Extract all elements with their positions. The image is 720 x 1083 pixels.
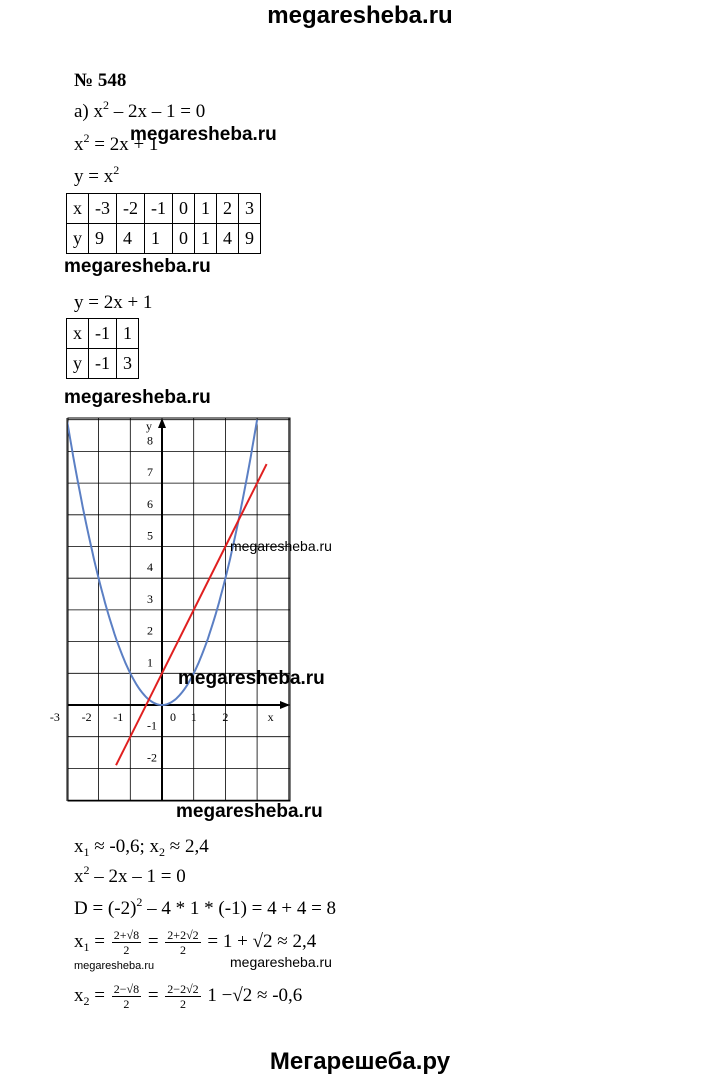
subscript: 1 xyxy=(83,845,90,859)
root-value: ≈ 2,4 xyxy=(165,836,209,857)
table-cell: 1 xyxy=(145,224,173,254)
x-tick-label: 0 xyxy=(170,710,176,724)
root-value: ≈ -0,6; xyxy=(89,836,150,857)
equation-rest: – 2x – 1 = 0 xyxy=(89,866,186,887)
x-tick-label: 2 xyxy=(222,710,229,724)
numerator: 2−√8 xyxy=(113,982,140,996)
denominator: 2 xyxy=(123,997,130,1011)
table-cell: 9 xyxy=(239,224,261,254)
root-var: x xyxy=(74,836,84,857)
equation-lhs: x xyxy=(74,866,84,887)
table-cell: 9 xyxy=(89,224,117,254)
exponent: 2 xyxy=(113,163,120,177)
table-cell: 1 xyxy=(195,224,217,254)
table-cell: x xyxy=(67,319,89,349)
table-cell: y xyxy=(67,224,89,254)
equation-rhs: = 2x + 1 xyxy=(89,134,159,155)
y-tick-label: 1 xyxy=(147,655,153,670)
watermark: megaresheba.ru xyxy=(178,668,325,689)
y-tick-label: 8 xyxy=(147,433,153,448)
equals: = xyxy=(89,930,110,952)
function-line: y = 2x + 1 xyxy=(74,292,153,313)
watermark: megaresheba.ru xyxy=(74,960,155,972)
fraction xyxy=(165,982,200,1011)
y-axis-label: y xyxy=(146,419,152,433)
watermark: megaresheba.ru xyxy=(230,954,332,970)
discriminant xyxy=(74,895,337,920)
discriminant-lhs: D = (-2) xyxy=(74,898,137,919)
root-x2-formula xyxy=(74,982,302,1011)
x-axis-label: x xyxy=(267,710,274,724)
table-cell: 0 xyxy=(173,194,195,224)
numerator: 2+√8 xyxy=(113,928,140,942)
numerator: 2−2√2 xyxy=(167,982,199,996)
table-cell: 4 xyxy=(217,224,239,254)
table-cell: -2 xyxy=(117,194,145,224)
y-tick-label: 7 xyxy=(147,465,153,480)
exponent: 2 xyxy=(136,895,143,909)
subscript: 2 xyxy=(159,845,166,859)
exponent: 2 xyxy=(83,131,90,145)
equation-part-a-prefix: а) x xyxy=(74,101,104,122)
site-header[interactable]: megaresheba.ru xyxy=(267,2,453,29)
x-tick-label: -1 xyxy=(113,710,124,724)
fraction xyxy=(112,928,141,957)
fraction xyxy=(165,928,200,957)
x-tick-label: -2 xyxy=(81,710,92,724)
result: 1 −√2 ≈ -0,6 xyxy=(202,984,303,1006)
watermark: megaresheba.ru xyxy=(64,387,211,408)
approx-roots xyxy=(74,836,209,858)
table-cell: 3 xyxy=(239,194,261,224)
exponent: 2 xyxy=(103,98,110,112)
exponent: 2 xyxy=(83,863,90,877)
table-cell: 4 xyxy=(117,224,145,254)
y-tick-label: 6 xyxy=(147,496,153,511)
y-tick-label: 3 xyxy=(147,591,153,606)
equation-restated xyxy=(74,863,186,888)
equation-part-a-rest: – 2x – 1 = 0 xyxy=(109,101,206,122)
y-tick-label: 4 xyxy=(147,560,153,575)
root-var: x xyxy=(149,836,160,857)
graph-grid xyxy=(67,418,290,801)
discriminant-rest: – 4 * 1 * (-1) = 4 + 4 = 8 xyxy=(142,898,337,919)
x-tick-label: -3 xyxy=(49,710,60,724)
task-number: № 548 xyxy=(74,70,127,91)
y-tick-label: -1 xyxy=(147,718,157,733)
table-cell: -3 xyxy=(89,194,117,224)
y-tick-label: 2 xyxy=(147,623,153,638)
equals: = xyxy=(143,984,164,1006)
equation-lhs: x xyxy=(74,134,84,155)
x-tick-label: 1 xyxy=(190,710,197,724)
root-var: x xyxy=(74,930,84,952)
table-cell: y xyxy=(67,349,89,379)
watermark: megaresheba.ru xyxy=(230,538,332,554)
table-cell: 0 xyxy=(173,224,195,254)
y-tick-label: 5 xyxy=(147,528,153,543)
table-cell: 1 xyxy=(195,194,217,224)
watermark: megaresheba.ru xyxy=(64,256,211,277)
table-cell: -1 xyxy=(145,194,173,224)
root-x1-formula xyxy=(74,928,316,957)
table-cell: -1 xyxy=(89,349,117,379)
watermark: megaresheba.ru xyxy=(130,124,277,145)
table-cell: 2 xyxy=(217,194,239,224)
denominator: 2 xyxy=(179,943,186,957)
function-parabola-lhs: y = x xyxy=(74,166,114,187)
table-cell: 1 xyxy=(117,319,139,349)
root-var: x xyxy=(74,984,84,1006)
fraction xyxy=(112,982,141,1011)
table-cell: 3 xyxy=(117,349,139,379)
subscript: 2 xyxy=(83,993,90,1008)
numerator: 2+2√2 xyxy=(167,928,199,942)
site-footer[interactable]: Мегарешеба.ру xyxy=(269,1048,451,1075)
result: = 1 + √2 ≈ 2,4 xyxy=(202,930,317,952)
table-cell: -1 xyxy=(89,319,117,349)
table-cell: x xyxy=(67,194,89,224)
denominator: 2 xyxy=(179,997,186,1011)
y-tick-label: -2 xyxy=(147,750,157,765)
subscript: 1 xyxy=(83,939,90,954)
denominator: 2 xyxy=(123,943,130,957)
watermark: megaresheba.ru xyxy=(176,801,323,822)
equals: = xyxy=(143,930,164,952)
equals: = xyxy=(89,984,110,1006)
